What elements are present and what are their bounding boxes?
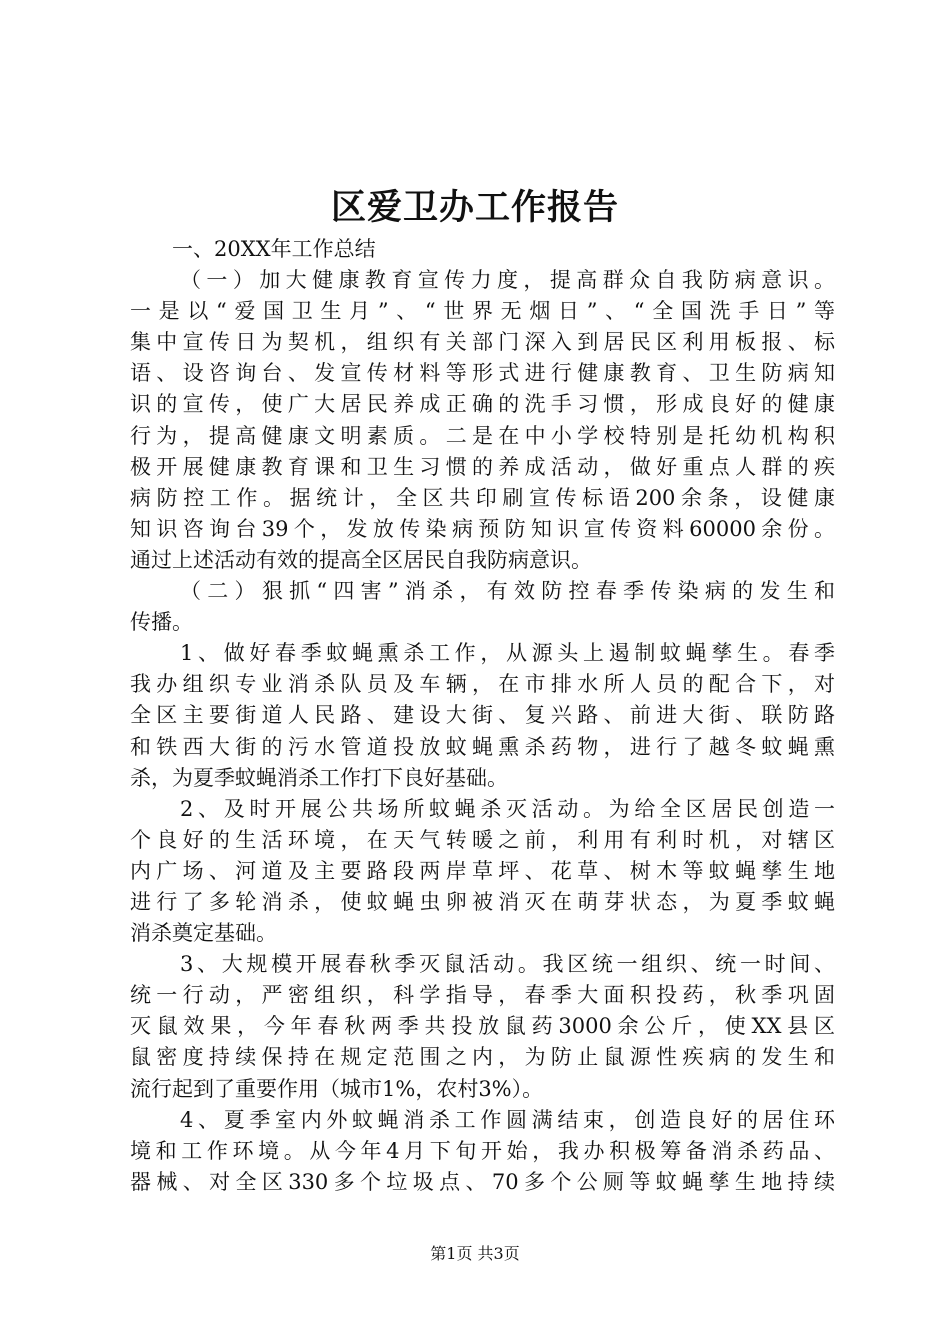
- paragraph-line: 一是以“爱国卫生月”、“世界无烟日”、“全国洗手日”等: [130, 299, 835, 324]
- paragraph-line: （一）加大健康教育宣传力度，提高群众自我防病意识。: [180, 268, 835, 293]
- paragraph-line: 个良好的生活环境，在天气转暖之前，利用有利时机，对辖区: [130, 827, 835, 852]
- paragraph-line: 灭鼠效果，今年春秋两季共投放鼠药3000余公斤，使XX县区: [130, 1014, 835, 1039]
- paragraph-line: 语、设咨询台、发宣传材料等形式进行健康教育、卫生防病知: [130, 361, 835, 386]
- section-heading: 一、20XX年工作总结: [172, 237, 376, 261]
- paragraph-line: （二）狠抓“四害”消杀，有效防控春季传染病的发生和: [180, 579, 835, 604]
- paragraph-line: 病防控工作。据统计，全区共印刷宣传标语200余条，设健康: [130, 485, 835, 510]
- paragraph-line: 器械、对全区330多个垃圾点、70多个公厕等蚊蝇孳生地持续: [130, 1169, 835, 1194]
- paragraph-line: 内广场、河道及主要路段两岸草坪、花草、树木等蚊蝇孳生地: [130, 858, 835, 883]
- paragraph-line: 境和工作环境。从今年4月下旬开始，我办积极筹备消杀药品、: [130, 1138, 835, 1163]
- paragraph-line: 集中宣传日为契机，组织有关部门深入到居民区利用板报、标: [130, 330, 835, 355]
- paragraph-line: 进行了多轮消杀，使蚊蝇虫卵被消灭在萌芽状态，为夏季蚊蝇: [130, 889, 835, 914]
- document-body: [130, 234, 835, 1198]
- paragraph-line: 统一行动，严密组织，科学指导，春季大面积投药，秋季巩固: [130, 983, 835, 1008]
- paragraph-line: 消杀奠定基础。: [130, 921, 277, 946]
- paragraph-line: 4、夏季室内外蚊蝇消杀工作圆满结束，创造良好的居住环: [180, 1107, 835, 1132]
- paragraph-line: 流行起到了重要作用（城市1%，农村3%）。: [130, 1076, 544, 1101]
- paragraph-line: 我办组织专业消杀队员及车辆，在市排水所人员的配合下，对: [130, 672, 835, 697]
- paragraph-line: 极开展健康教育课和卫生习惯的养成活动，做好重点人群的疾: [130, 454, 835, 479]
- paragraph-line: 全区主要街道人民路、建设大街、复兴路、前进大街、联防路: [130, 703, 835, 728]
- paragraph-line: 和铁西大街的污水管道投放蚊蝇熏杀药物，进行了越冬蚊蝇熏: [130, 734, 835, 759]
- paragraph-line: 知识咨询台39个，发放传染病预防知识宣传资料60000余份。: [130, 516, 835, 541]
- paragraph-line: 鼠密度持续保持在规定范围之内，为防止鼠源性疾病的发生和: [130, 1045, 835, 1070]
- paragraph-line: 2、及时开展公共场所蚊蝇杀灭活动。为给全区居民创造一: [180, 796, 835, 821]
- page-number-footer: 第1页 共3页: [430, 1244, 520, 1263]
- paragraph-line: 传播。: [130, 610, 193, 635]
- paragraph-line: 行为，提高健康文明素质。二是在中小学校特别是托幼机构积: [130, 423, 835, 448]
- paragraph-line: 1、做好春季蚊蝇熏杀工作，从源头上遏制蚊蝇孳生。春季: [180, 641, 835, 666]
- paragraph-line: 通过上述活动有效的提高全区居民自我防病意识。: [130, 547, 592, 572]
- paragraph-line: 杀，为夏季蚊蝇消杀工作打下良好基础。: [130, 765, 508, 790]
- paragraph-line: 识的宣传，使广大居民养成正确的洗手习惯，形成良好的健康: [130, 392, 835, 417]
- document-title: 区爱卫办工作报告: [330, 187, 619, 228]
- paragraph-line: 3、大规模开展春秋季灭鼠活动。我区统一组织、统一时间、: [180, 952, 835, 977]
